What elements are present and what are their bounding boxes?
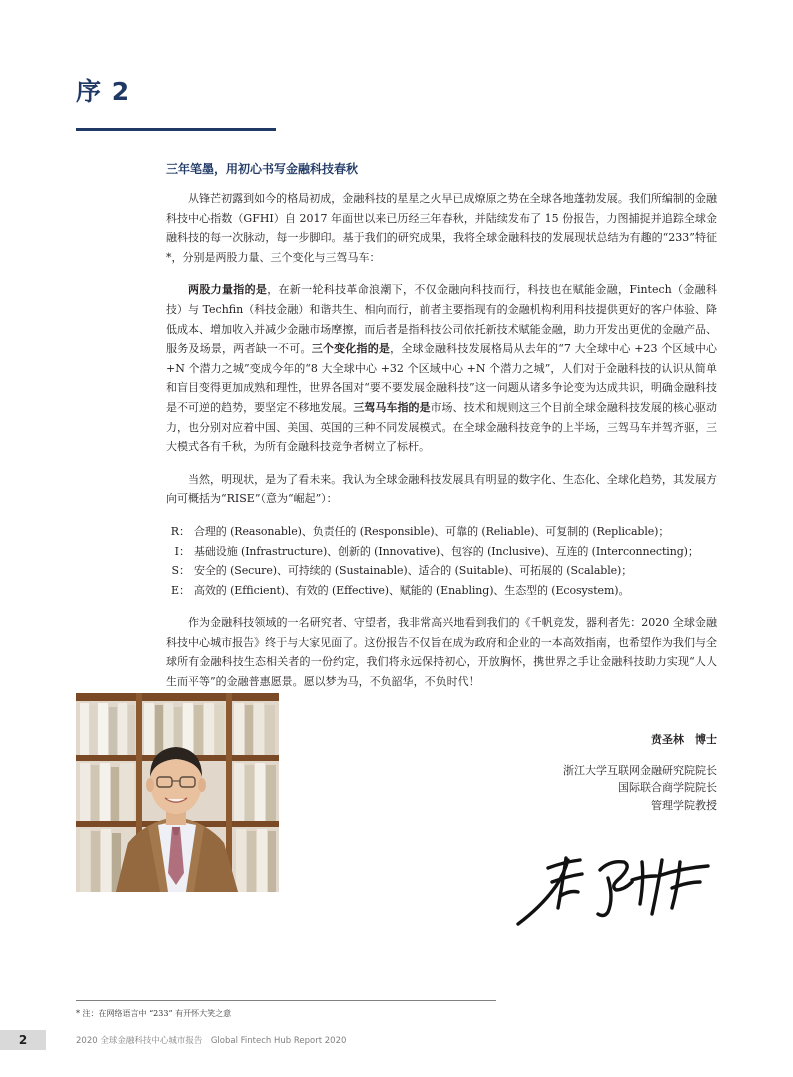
paragraph-closing: 作为金融科技领域的一名研究者、守望者，我非常高兴地看到我们的《千帆竞发，器利者先：2020 全球金融科技中心城市报告》终于与大家见面了。这份报告不仅旨在成为政府和企业的一本高效指南，也希望作为我们与全球所有金融科技生态相关者的一份约定，我们将永远保持初心，开放胸怀，携世界之手让金融科技助力实现“人人生而平等”的金融普惠愿景。愿以梦为马，不负韶华，不负时代！ (166, 616, 717, 689)
rise-letter: R： (170, 524, 190, 538)
title-underline (76, 128, 276, 131)
author-photo (76, 693, 279, 892)
rise-item-s (166, 561, 717, 581)
footnote: * 注：在网络语言中 “233” 有开怀大笑之意 (76, 1009, 232, 1018)
article-subtitle: 三年笔墨，用初心书写金融科技春秋 (166, 162, 359, 176)
text-two-forces: ，在新一轮科技革命浪潮下，不仅金融向科技而行，科技也在赋能金融，Fintech（金融科技）与 Techfin（科技金融）和谐共生、相向而行，前者主要指现有的金融机构利用科技提供更好的客户体验、降低成本、增加收入并减少金融市场摩擦，而后者是指科技公司依托新技术赋能金融，助力开发出更优的金融产品、服务及场景，两者缺一不可。 (166, 283, 717, 356)
rise-letter: E： (170, 583, 190, 597)
rise-item-r (166, 522, 717, 542)
rise-letter: I： (174, 544, 190, 558)
rise-list (166, 522, 717, 600)
paragraph-rise-intro: 当然，明现状，是为了看未来。我认为全球金融科技发展具有明显的数字化、生态化、全球化趋势，其发展方向可概括为“RISE”（意为“崛起”）： (166, 472, 717, 506)
lead-troika: 三驾马车指的是 (353, 400, 431, 414)
paragraph-intro: 从锋芒初露到如今的格局初成，金融科技的星星之火早已成燎原之势在全球各地蓬勃发展。我们所编制的金融科技中心指数（GFHI）自 2017 年面世以来已历经三年春秋，并陆续发布了 15 份报告，力图捕捉并追踪全球金融科技的每一次脉动，每一步脚印。基于我们的研究成果，我将全球金融科技的发展现状总结为有趣的“233”特征 *，分别是两股力量、三个变化与三驾马车： (166, 192, 717, 264)
author-title: 国际联合商学院院长 (618, 781, 717, 794)
paragraph-233 (166, 280, 717, 456)
rise-item-i (166, 542, 717, 562)
lead-three-changes: 三个变化指的是 (311, 342, 391, 356)
footnote-divider (76, 1000, 496, 1001)
author-block (563, 731, 717, 814)
section-title: 序 2 (76, 77, 131, 106)
rise-text: 基础设施 (Infrastructure)、创新的 (Innovative)、包容的 (Inclusive)、互连的 (Interconnecting)； (194, 544, 699, 558)
running-footer: 2020 全球金融科技中心城市报告 Global Fintech Hub Report 2020 (76, 1036, 347, 1046)
author-name: 贲圣林 博士 (651, 733, 717, 746)
author-signature (512, 846, 718, 930)
rise-item-e (166, 581, 717, 601)
rise-letter: S： (171, 564, 190, 578)
page-number: 2 (0, 1030, 46, 1050)
author-title: 浙江大学互联网金融研究院院长 (563, 763, 717, 777)
article-body (166, 189, 717, 705)
rise-text: 合理的 (Reasonable)、负责任的 (Responsible)、可靠的 (Reliable)、可复制的 (Replicable)； (194, 524, 670, 538)
author-title: 管理学院教授 (651, 798, 717, 812)
text-troika: 市场、技术和规则这三个目前全球金融科技发展的核心驱动力，也分别对应着中国、美国、英国的三种不同发展模式。在全球金融科技竞争的上半场，三驾马车并驾齐驱，三大模式各有千秋，为所有金融科技竞争者树立了标杆。 (166, 400, 718, 454)
rise-text: 高效的 (Efficient)、有效的 (Effective)、赋能的 (Enabling)、生态型的 (Ecosystem)。 (194, 583, 630, 597)
lead-two-forces: 两股力量指的是 (188, 283, 268, 297)
text-three-changes: ，全球金融科技发展格局从去年的“7 大全球中心 +23 个区域中心 +N 个潜力之城”变成今年的“8 大全球中心 +32 个区域中心 +N 个潜力之城”，人们对于金融科技的认识从简单和盲目变得更加成熟和理性，世界各国对“要不要发展金融科技”这一问题从诸多争论变为达成共识，明确金融科技是不可逆的趋势，要坚定不移地发展。 (166, 342, 718, 414)
rise-text: 安全的 (Secure)、可持续的 (Sustainable)、适合的 (Suitable)、可拓展的 (Scalable)； (194, 564, 633, 578)
